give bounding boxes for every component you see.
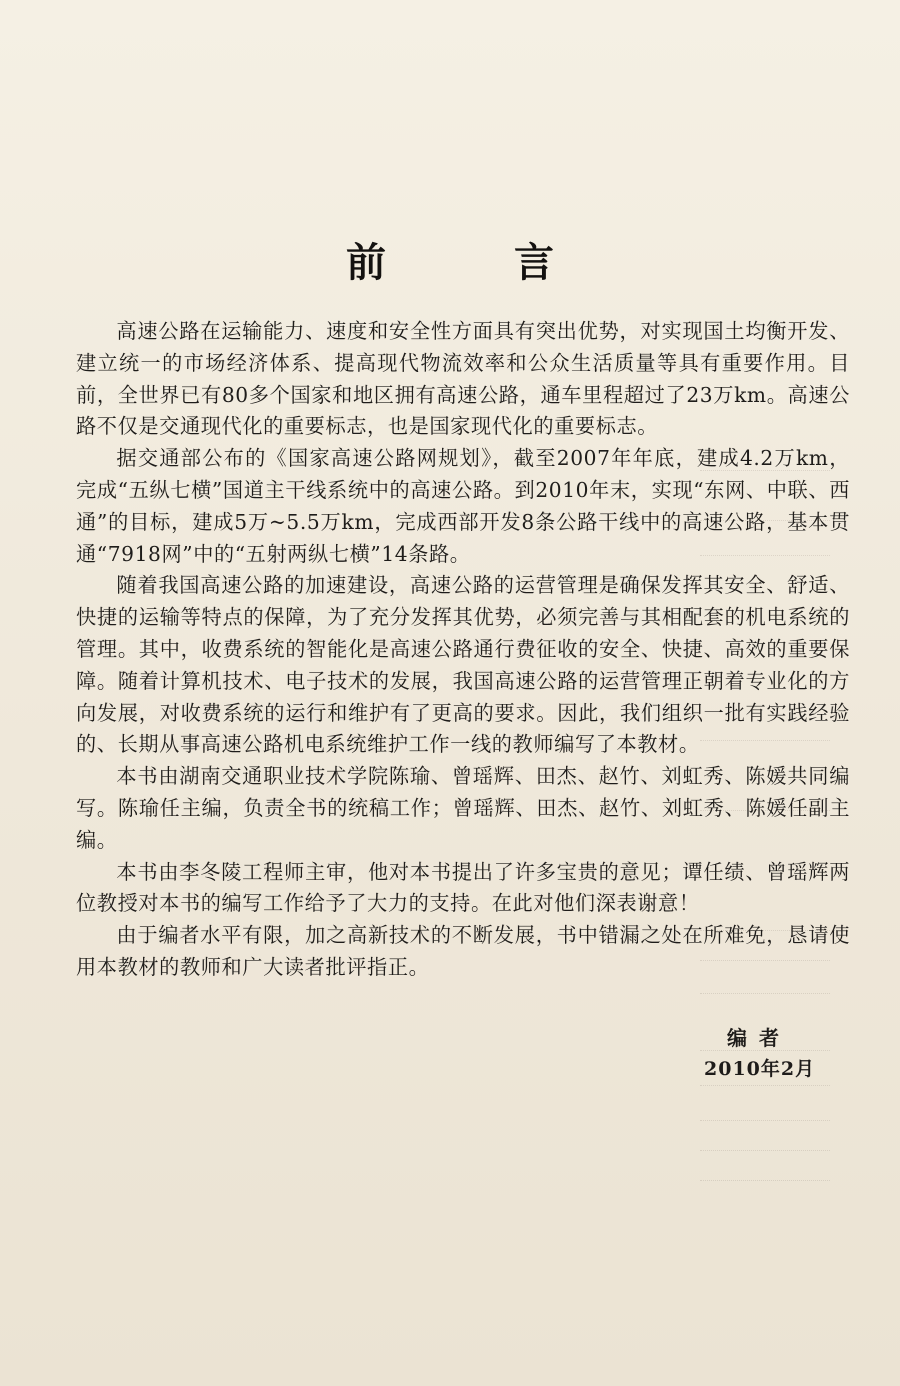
signature-author: 编者 <box>727 1026 791 1050</box>
page-title: 前 言 <box>346 239 598 286</box>
paragraph-4: 本书由湖南交通职业技术学院陈瑜、曾瑶辉、田杰、赵竹、刘虹秀、陈媛共同编写。陈瑜任主编，负责全书的统稿工作；曾瑶辉、田杰、赵竹、刘虹秀、陈媛任副主编。 <box>76 764 850 852</box>
show-through-line <box>700 993 830 995</box>
preface-body <box>76 316 850 984</box>
show-through-line <box>700 1120 830 1122</box>
paragraph-3: 随着我国高速公路的加速建设，高速公路的运营管理是确保发挥其安全、舒适、快捷的运输等特点的保障，为了充分发挥其优势，必须完善与其相配套的机电系统的管理。其中，收费系统的智能化是高速公路通行费征收的安全、快捷、高效的重要保障。随着计算机技术、电子技术的发展，我国高速公路的运营管理正朝着专业化的方向发展，对收费系统的运行和维护有了更高的要求。因此，我们组织一批有实践经验的、长期从事高速公路机电系统维护工作一线的教师编写了本教材。 <box>76 573 850 757</box>
paragraph-1: 高速公路在运输能力、速度和安全性方面具有突出优势，对实现国土均衡开发、建立统一的市场经济体系、提高现代物流效率和公众生活质量等具有重要作用。目前，全世界已有80多个国家和地区拥有高速公路，通车里程超过了23万km。高速公路不仅是交通现代化的重要标志，也是国家现代化的重要标志。 <box>76 319 850 439</box>
signature-date: 2010年2月 <box>704 1058 816 1080</box>
show-through-line <box>700 1150 830 1152</box>
show-through-line <box>700 1085 830 1087</box>
paragraph-5: 本书由李冬陵工程师主审，他对本书提出了许多宝贵的意见；谭任绩、曾瑶辉两位教授对本书的编写工作给予了大力的支持。在此对他们深表谢意！ <box>76 859 850 916</box>
paragraph-2: 据交通部公布的《国家高速公路网规划》，截至2007年年底，建成4.2万km，完成“五纵七横”国道主干线系统中的高速公路。到2010年末，实现“东网、中联、西通”的目标，建成5万~5.5万km，完成西部开发8条公路干线中的高速公路，基本贯通“7918网”中的“五射两纵七横”14条路。 <box>76 446 850 566</box>
paragraph-6: 由于编者水平有限，加之高新技术的不断发展，书中错漏之处在所难免，恳请使用本教材的教师和广大读者批评指正。 <box>76 923 850 979</box>
show-through-line <box>700 1180 830 1182</box>
